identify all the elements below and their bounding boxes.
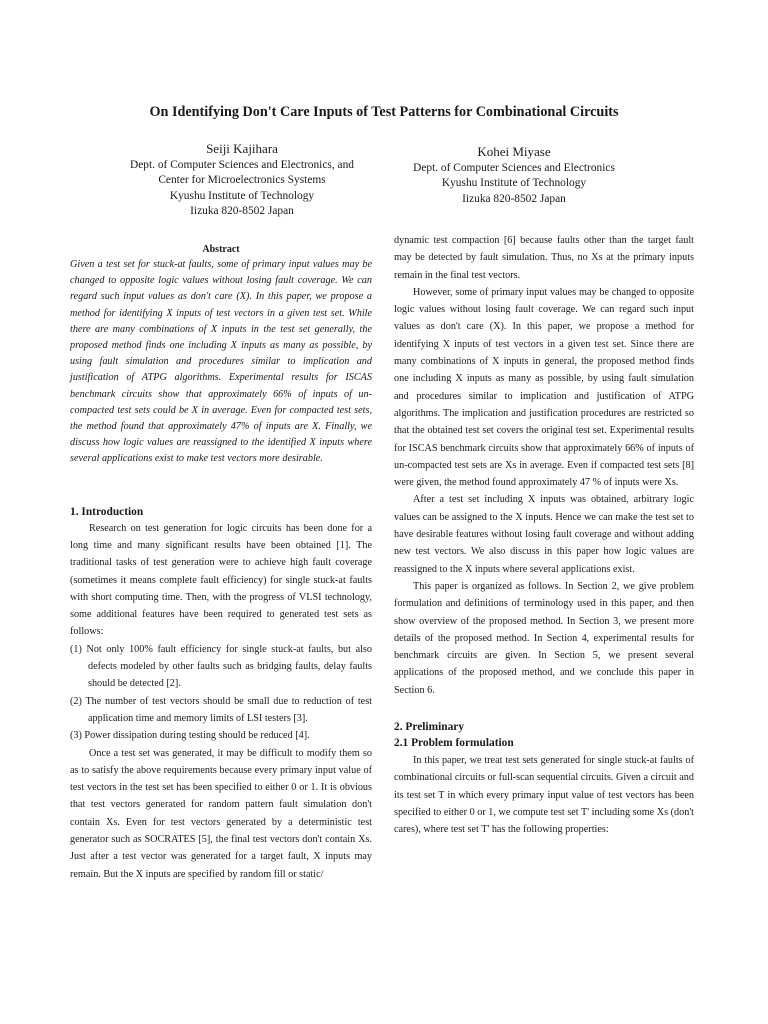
- list-item: (3) Power dissipation during testing should be reduced [4].: [70, 730, 310, 742]
- section-heading-introduction: 1. Introduction: [70, 505, 144, 518]
- paragraph: dynamic test compaction [6] because faults other than the target fault may be detected by fault simulation. Thus, no Xs at the primary inputs remain in the final test vectors.: [394, 235, 694, 281]
- author-affiliation: Dept. of Computer Sciences and Electronics, and: [130, 159, 354, 171]
- paragraph: Once a test set was generated, it may be difficult to modify them so as to satisfy the above requirements because every primary input value of test vectors in the test set has been specified to either 0 or 1. It is obvious that test vectors generated for random pattern fault simulation don't contain Xs. Even for test vectors generated by a deterministic test generator such as SOCRATES [5], the final test vectors don't contain Xs. Just after a test vector was generated for a target fault, X inputs may remain. But the X inputs are specified by random fill or static/: [70, 747, 372, 880]
- abstract-text: Given a test set for stuck-at faults, some of primary input values may be changed to opposite logic values without losing fault coverage. We can regard such input values as don't care (X). In this paper, we propose a method for identifying X inputs of test vectors in a given test set. While there are many combinations of X inputs in the test set generally, the proposed method finds one including X inputs as many as possible, by using fault simulation and procedures similar to implication and justification of ATPG algorithms. Experimental results for ISCAS benchmark circuits show that approximately 66% of inputs of un-compacted test sets could be X in average. Even for compacted test sets, the method found that approximately 47% of inputs are X. Finally, we discuss how logic values are reassigned to the identified X inputs where several applications exist to make test vectors more desirable.: [70, 259, 372, 465]
- list-item: (1) Not only 100% fault efficiency for single stuck-at faults, but also defects modeled by other faults such as bridging faults, delay faults should be detected [2].: [70, 643, 372, 690]
- paper-title: On Identifying Don't Care Inputs of Test Patterns for Combinational Circuits: [149, 104, 619, 120]
- subsection-heading: 2.1 Problem formulation: [394, 737, 514, 750]
- paragraph: After a test set including X inputs was obtained, arbitrary logic values can be assigned to the X inputs. Hence we can make the test set to have desirable features without losing fault coverage and without adding new test vectors. We also discuss in this paper how logic values are reassigned to the X inputs where several applications exist.: [394, 494, 694, 575]
- paragraph: Research on test generation for logic circuits has been done for a long time and many significant results have been obtained [1]. The traditional tasks of test generation were to achieve high fault coverage (sometimes it means complete fault efficiency) for single stuck-at faults with short computing time. Then, with the progress of VLSI technology, some additional features have been required to generated test sets as follows:: [70, 522, 372, 638]
- author-name: Seiji Kajihara: [206, 141, 278, 156]
- paragraph: However, some of primary input values may be changed to opposite logic values without losing fault coverage. We can regard such input values as don't care (X). In this paper, we propose a method for identifying X inputs of test vectors in a given test set. Since there are many combinations of X inputs in general, the proposed method finds one including X inputs as many as possible, by using fault simulation and procedures similar to implication and justification of ATPG algorithms. The implication and justification procedures are restricted so that the obtained test set covers the original test set. Experimental results for ISCAS benchmark circuits show that approximately 66% of inputs of un-compacted test sets are Xs in average. Even if compacted test sets [8] were given, the method found approximately 47 % of inputs were Xs.: [394, 286, 694, 489]
- left-column: [70, 232, 372, 883]
- author-block-1: [110, 140, 374, 219]
- author-affiliation: Center for Microelectronics Systems: [158, 174, 326, 187]
- abstract-heading: Abstract: [202, 244, 240, 255]
- right-column: [394, 232, 694, 839]
- author-affiliation: Iizuka 820-8502 Japan: [190, 204, 294, 217]
- paragraph: This paper is organized as follows. In Section 2, we give problem formulation and definitions of terminology used in this paper, and then show overview of the proposed method. In Section 3, we present more details of the proposed method. In Section 4, experimental results for benchmark circuits are given. In Section 5, we present several applications of the proposed method, and we conclude this paper in Section 6.: [394, 580, 694, 696]
- section-heading-preliminary: 2. Preliminary: [394, 721, 465, 734]
- author-affiliation: Dept. of Computer Sciences and Electronics: [413, 162, 615, 174]
- author-affiliation: Iizuka 820-8502 Japan: [462, 192, 566, 205]
- author-name: Kohei Miyase: [477, 144, 551, 159]
- author-affiliation: Kyushu Institute of Technology: [441, 177, 587, 190]
- list-item: (2) The number of test vectors should be small due to reduction of test application time and memory limits of LSI testers [3].: [70, 695, 372, 724]
- paragraph: In this paper, we treat test sets generated for single stuck-at faults of combinational circuits or full-scan sequential circuits. Given a circuit and its test set T in which every primary input value of test vectors has been specified to either 0 or 1, we compute test set T' including some Xs (don't cares), where test set T' has the following properties:: [394, 755, 694, 836]
- author-affiliation: Kyushu Institute of Technology: [169, 189, 315, 202]
- author-block-2: [386, 143, 642, 207]
